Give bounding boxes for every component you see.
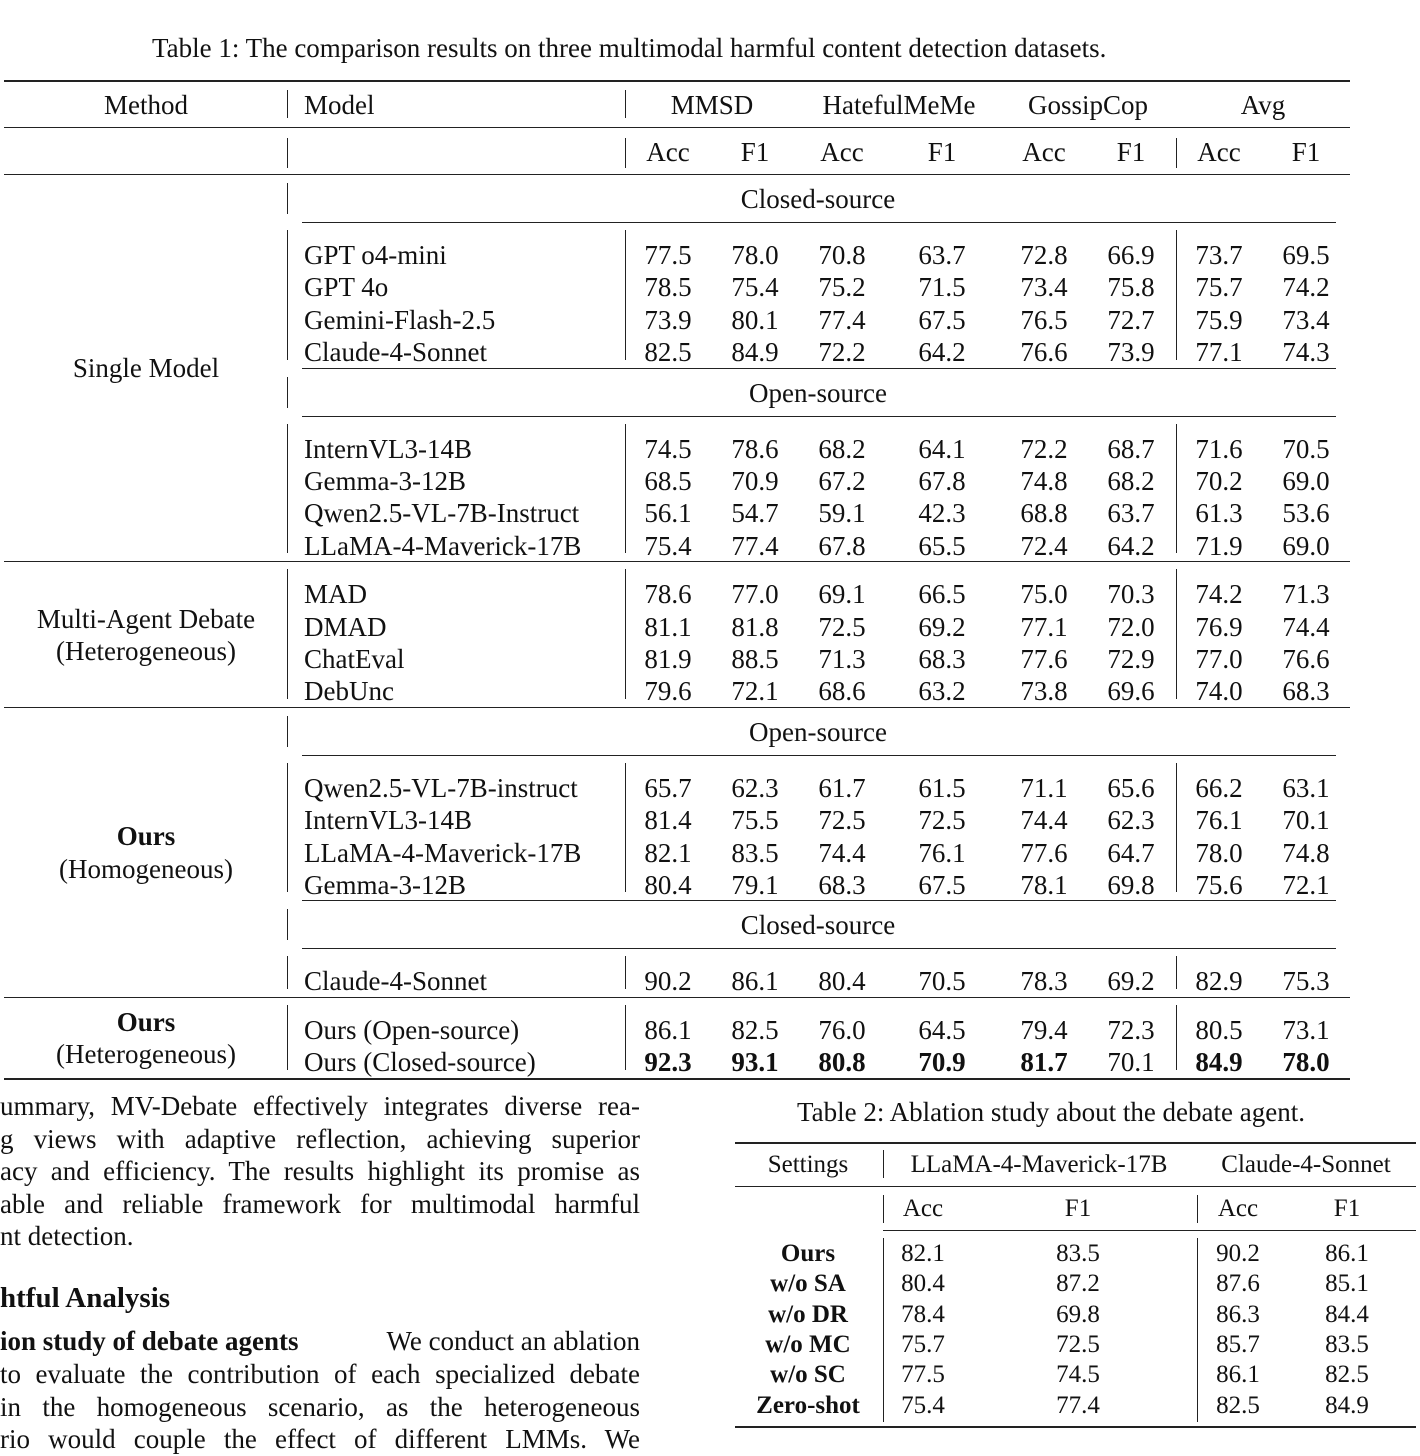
metric-value: 78.0	[731, 240, 779, 270]
metric-value: 75.3	[1282, 966, 1330, 997]
column-separator	[1176, 956, 1177, 988]
metric-value: 74.0	[1195, 676, 1243, 707]
metric-value: 61.5	[918, 772, 966, 803]
metric-value: 73.7	[1195, 240, 1243, 270]
metric-value: 63.7	[1107, 498, 1155, 529]
subgroup-rule	[302, 948, 1336, 949]
metric-value: 68.7	[1107, 433, 1155, 464]
metric-value: 77.6	[1020, 837, 1068, 868]
metric-value: 72.2	[1020, 433, 1068, 464]
method-name: Ours	[116, 1006, 176, 1037]
ablation-value: 82.1	[901, 1240, 945, 1267]
metric-value: 68.5	[644, 466, 692, 496]
model-name: MAD	[304, 579, 368, 610]
metric-value: 74.2	[1282, 272, 1330, 303]
metric-value: 80.1	[731, 304, 779, 335]
metric-value: 75.4	[644, 530, 692, 561]
model-name: Gemma-3-12B	[304, 870, 466, 900]
model-name: Claude-4-Sonnet	[304, 966, 487, 997]
ablation-value: 74.5	[1056, 1361, 1100, 1389]
metric-value: 75.0	[1020, 579, 1068, 610]
metric-value: 79.4	[1020, 1014, 1068, 1045]
metric-value: 74.8	[1020, 466, 1068, 496]
column-separator	[287, 424, 288, 554]
ablation-value: 83.5	[1325, 1330, 1369, 1358]
metric-value: 77.1	[1195, 337, 1243, 368]
metric-value: 72.5	[918, 805, 966, 836]
model-header: Model	[304, 90, 375, 120]
column-separator	[287, 377, 288, 408]
metric-value: 78.0	[1282, 1047, 1330, 1078]
model-name: LLaMA-4-Maverick-17B	[304, 837, 582, 868]
subgroup-label: Closed-source	[740, 910, 896, 941]
metric-value: 74.4	[818, 837, 866, 868]
column-separator	[625, 138, 626, 168]
column-separator	[1176, 424, 1177, 554]
subgroup-label: Closed-source	[740, 184, 896, 214]
metric-value: 74.5	[644, 433, 692, 464]
metric-value: 76.6	[1020, 337, 1068, 368]
metric-value: 72.1	[731, 676, 779, 707]
ablation-value: 84.9	[1325, 1391, 1369, 1419]
metric-value: 66.5	[918, 579, 966, 610]
metric-header: F1	[1116, 137, 1146, 167]
metric-value: 84.9	[1195, 1047, 1243, 1078]
metric-value: 74.4	[1020, 805, 1068, 836]
metric-value: 69.6	[1107, 676, 1155, 707]
metric-value: 70.9	[731, 466, 779, 496]
metric-header: Acc	[1217, 1195, 1259, 1222]
column-separator	[625, 90, 626, 118]
method-name: Ours	[116, 821, 176, 852]
metric-header: Acc	[902, 1195, 944, 1222]
setting-name: w/o DR	[768, 1300, 848, 1328]
metric-value: 78.6	[731, 433, 779, 464]
setting-name: Zero-shot	[756, 1391, 860, 1419]
metric-value: 78.1	[1020, 870, 1068, 900]
ablation-value: 77.5	[901, 1361, 945, 1389]
metric-value: 42.3	[918, 498, 966, 529]
metric-header: F1	[740, 137, 770, 167]
metric-value: 75.7	[1195, 272, 1243, 303]
column-separator	[1176, 138, 1177, 168]
ablation-value: 78.4	[901, 1300, 945, 1328]
metric-value: 56.1	[644, 498, 692, 529]
metric-value: 76.0	[818, 1014, 866, 1045]
group-rule	[4, 997, 1350, 998]
ablation-paragraph-line: rio would couple the effect of different LMMs. We	[0, 1424, 640, 1454]
metric-value: 73.8	[1020, 676, 1068, 707]
subgroup-rule	[302, 755, 1336, 756]
table-1-caption: Table 1: The comparison results on three multimodal harmful content detection datasets.	[152, 33, 1107, 63]
model-name: Gemma-3-12B	[304, 466, 466, 496]
metric-value: 67.5	[918, 304, 966, 335]
method-name: Single Model	[72, 353, 220, 384]
metric-value: 92.3	[644, 1047, 692, 1078]
metric-value: 81.1	[644, 611, 692, 642]
column-separator	[287, 909, 288, 940]
metric-value: 82.5	[731, 1014, 779, 1045]
dataset-header: HatefulMeMe	[822, 90, 976, 120]
metric-value: 72.8	[1020, 240, 1068, 270]
ablation-value: 86.1	[1325, 1240, 1369, 1267]
column-separator	[1176, 569, 1177, 699]
metric-value: 68.8	[1020, 498, 1068, 529]
column-separator	[287, 763, 288, 893]
ablation-value: 72.5	[1056, 1330, 1100, 1358]
column-separator	[1176, 1005, 1177, 1070]
ablation-value: 84.4	[1325, 1300, 1369, 1328]
metric-value: 74.3	[1282, 337, 1330, 368]
ablation-value: 86.1	[1216, 1361, 1260, 1389]
ablation-value: 82.5	[1216, 1391, 1260, 1419]
metric-value: 72.2	[818, 337, 866, 368]
metric-value: 76.9	[1195, 611, 1243, 642]
metric-value: 82.1	[644, 837, 692, 868]
metric-value: 72.1	[1282, 870, 1330, 900]
metric-value: 80.5	[1195, 1014, 1243, 1045]
metric-value: 69.1	[818, 579, 866, 610]
metric-value: 65.6	[1107, 772, 1155, 803]
metric-value: 68.2	[818, 433, 866, 464]
metric-value: 75.9	[1195, 304, 1243, 335]
metric-value: 67.8	[918, 466, 966, 496]
metric-value: 79.6	[644, 676, 692, 707]
subgroup-rule	[302, 222, 1336, 223]
metric-value: 69.8	[1107, 870, 1155, 900]
metric-value: 82.9	[1195, 966, 1243, 997]
ablation-value: 86.3	[1216, 1300, 1260, 1328]
metric-value: 76.6	[1282, 644, 1330, 674]
metric-value: 70.9	[918, 1047, 966, 1078]
metric-value: 70.1	[1282, 805, 1330, 836]
metric-value: 75.5	[731, 805, 779, 836]
subgroup-rule	[302, 368, 1336, 369]
column-separator	[625, 956, 626, 988]
metric-header: Acc	[1022, 137, 1066, 167]
metric-value: 65.7	[644, 772, 692, 803]
metric-value: 69.0	[1282, 530, 1330, 561]
header-rule	[4, 127, 1350, 128]
model-name: Qwen2.5-VL-7B-instruct	[304, 772, 578, 803]
metric-value: 71.3	[818, 644, 866, 674]
metric-header: Acc	[1197, 137, 1241, 167]
metric-value: 79.1	[731, 870, 779, 900]
metric-value: 80.4	[818, 966, 866, 997]
metric-value: 64.2	[1107, 530, 1155, 561]
model-header: LLaMA-4-Maverick-17B	[910, 1151, 1168, 1178]
model-name: LLaMA-4-Maverick-17B	[304, 530, 582, 561]
metric-value: 74.4	[1282, 611, 1330, 642]
metric-value: 70.3	[1107, 579, 1155, 610]
table-1-top-rule	[4, 80, 1350, 82]
metric-value: 81.7	[1020, 1047, 1068, 1078]
metric-value: 86.1	[644, 1014, 692, 1045]
ablation-value: 75.4	[901, 1391, 945, 1419]
metric-value: 62.3	[731, 772, 779, 803]
metric-header: Acc	[820, 137, 864, 167]
metric-value: 80.8	[818, 1047, 866, 1078]
metric-value: 81.8	[731, 611, 779, 642]
method-name: (Heterogeneous)	[56, 636, 236, 666]
table-2-metric-rule	[883, 1230, 1416, 1231]
metric-value: 59.1	[818, 498, 866, 529]
metric-value: 69.2	[918, 611, 966, 642]
metric-value: 70.2	[1195, 466, 1243, 496]
subgroup-rule	[302, 416, 1336, 417]
subgroup-label: Open-source	[749, 716, 887, 747]
metric-value: 75.2	[818, 272, 866, 303]
model-name: Gemini-Flash-2.5	[304, 304, 496, 335]
metric-value: 77.4	[731, 530, 779, 561]
metric-value: 71.5	[918, 272, 966, 303]
model-name: Ours (Open-source)	[304, 1014, 520, 1045]
body-paragraph-line: able and reliable framework for multimodal harmful	[0, 1188, 640, 1219]
metric-value: 72.0	[1107, 611, 1155, 642]
model-name: GPT o4-mini	[304, 240, 447, 270]
ablation-value: 75.7	[901, 1330, 945, 1358]
dataset-header: Avg	[1240, 90, 1286, 120]
metric-value: 72.7	[1107, 304, 1155, 335]
metric-value: 76.1	[918, 837, 966, 868]
metric-value: 93.1	[731, 1047, 779, 1078]
metric-value: 63.7	[918, 240, 966, 270]
column-separator	[883, 1238, 884, 1422]
metric-value: 68.2	[1107, 466, 1155, 496]
ablation-paragraph-line: in the homogeneous scenario, as the heterogeneous	[0, 1391, 640, 1422]
paragraph-heading: ion study of debate agents	[0, 1326, 299, 1356]
metric-value: 66.2	[1195, 772, 1243, 803]
group-rule	[4, 707, 1350, 708]
method-name: (Heterogeneous)	[56, 1039, 236, 1070]
model-name: Ours (Closed-source)	[304, 1047, 536, 1078]
ablation-value: 87.6	[1216, 1270, 1260, 1298]
metric-value: 73.9	[644, 304, 692, 335]
metric-header: F1	[1064, 1195, 1092, 1222]
column-separator	[287, 716, 288, 747]
metric-value: 71.6	[1195, 433, 1243, 464]
metric-value: 72.4	[1020, 530, 1068, 561]
column-separator	[625, 1005, 626, 1070]
table-2-top-rule	[735, 1142, 1416, 1144]
metric-value: 63.2	[918, 676, 966, 707]
method-header: Method	[104, 90, 188, 120]
subgroup-rule	[302, 900, 1336, 901]
metric-value: 78.0	[1195, 837, 1243, 868]
metric-value: 76.5	[1020, 304, 1068, 335]
ablation-value: 80.4	[901, 1270, 945, 1298]
table-2-bottom-rule	[735, 1426, 1416, 1428]
metric-value: 77.0	[1195, 644, 1243, 674]
metric-value: 70.8	[818, 240, 866, 270]
model-name: DMAD	[304, 611, 387, 642]
metric-value: 72.5	[818, 611, 866, 642]
metric-value: 75.4	[731, 272, 779, 303]
metric-value: 73.4	[1282, 304, 1330, 335]
ablation-value: 87.2	[1056, 1270, 1100, 1298]
column-separator	[287, 138, 288, 168]
metric-value: 68.6	[818, 676, 866, 707]
model-name: InternVL3-14B	[304, 433, 472, 464]
metric-value: 81.4	[644, 805, 692, 836]
metric-value: 83.5	[731, 837, 779, 868]
settings-header: Settings	[767, 1151, 849, 1178]
column-separator	[287, 956, 288, 988]
metric-value: 73.4	[1020, 272, 1068, 303]
metric-value: 82.5	[644, 337, 692, 368]
metric-value: 75.6	[1195, 870, 1243, 900]
metric-value: 78.5	[644, 272, 692, 303]
metric-value: 88.5	[731, 644, 779, 674]
metric-value: 63.1	[1282, 772, 1330, 803]
model-header: Claude-4-Sonnet	[1221, 1151, 1391, 1178]
metric-value: 65.5	[918, 530, 966, 561]
metric-value: 64.2	[918, 337, 966, 368]
column-separator	[287, 183, 288, 214]
metric-value: 72.5	[818, 805, 866, 836]
metric-value: 71.1	[1020, 772, 1068, 803]
body-paragraph-line: ummary, MV-Debate effectively integrates diverse rea-	[0, 1091, 640, 1121]
metric-value: 67.8	[818, 530, 866, 561]
ablation-value: 83.5	[1056, 1240, 1100, 1267]
column-separator	[883, 1150, 884, 1178]
ablation-paragraph-line: to evaluate the contribution of each specialized debate	[0, 1359, 640, 1389]
metric-value: 77.5	[644, 240, 692, 270]
column-separator	[625, 763, 626, 893]
metric-value: 78.6	[644, 579, 692, 610]
model-name: Qwen2.5-VL-7B-Instruct	[304, 498, 580, 529]
ablation-value: 85.1	[1325, 1270, 1369, 1298]
section-heading: htful Analysis	[0, 1282, 171, 1314]
metric-value: 74.8	[1282, 837, 1330, 868]
metric-header: Acc	[646, 137, 690, 167]
setting-name: w/o SA	[770, 1270, 846, 1298]
metric-value: 73.9	[1107, 337, 1155, 368]
metric-value: 90.2	[644, 966, 692, 997]
paragraph-text: We conduct an ablation	[386, 1326, 640, 1356]
body-paragraph-line: acy and efficiency. The results highlight its promise as	[0, 1156, 640, 1186]
metric-value: 67.5	[918, 870, 966, 900]
metric-value: 84.9	[731, 337, 779, 368]
metric-value: 77.1	[1020, 611, 1068, 642]
ablation-value: 69.8	[1056, 1300, 1100, 1328]
ablation-value: 77.4	[1056, 1391, 1100, 1419]
column-separator	[883, 1195, 884, 1223]
model-name: InternVL3-14B	[304, 805, 472, 836]
metric-value: 81.9	[644, 644, 692, 674]
model-name: ChatEval	[304, 644, 405, 674]
header-bottom-rule	[4, 174, 1350, 175]
metric-value: 64.1	[918, 433, 966, 464]
metric-header: F1	[1333, 1195, 1361, 1222]
subgroup-label: Open-source	[749, 377, 887, 408]
metric-value: 68.3	[1282, 676, 1330, 707]
metric-value: 76.1	[1195, 805, 1243, 836]
metric-value: 80.4	[644, 870, 692, 900]
metric-value: 73.1	[1282, 1014, 1330, 1045]
method-name: Multi-Agent Debate	[36, 603, 256, 634]
column-separator	[1197, 1238, 1198, 1422]
table-2-caption: Table 2: Ablation study about the debate agent.	[797, 1097, 1305, 1127]
column-separator	[287, 90, 288, 118]
metric-value: 61.3	[1195, 498, 1243, 529]
ablation-value: 90.2	[1216, 1240, 1260, 1267]
table-2-header-rule	[735, 1186, 1416, 1187]
column-separator	[625, 424, 626, 554]
column-separator	[287, 1005, 288, 1070]
model-name: Claude-4-Sonnet	[304, 337, 487, 368]
metric-value: 74.2	[1195, 579, 1243, 610]
dataset-header: GossipCop	[1027, 90, 1149, 120]
setting-name: Ours	[780, 1240, 836, 1267]
metric-value: 69.2	[1107, 966, 1155, 997]
metric-value: 70.5	[918, 966, 966, 997]
metric-value: 77.6	[1020, 644, 1068, 674]
column-separator	[625, 230, 626, 360]
metric-value: 62.3	[1107, 805, 1155, 836]
metric-value: 68.3	[918, 644, 966, 674]
table-1-bottom-rule	[4, 1078, 1350, 1080]
metric-value: 71.9	[1195, 530, 1243, 561]
model-name: GPT 4o	[304, 272, 389, 303]
metric-value: 69.0	[1282, 466, 1330, 496]
column-separator	[1176, 763, 1177, 893]
body-paragraph-line: g views with adaptive reflection, achieving superior	[0, 1123, 640, 1154]
ablation-paragraph-line	[0, 1328, 640, 1355]
metric-value: 67.2	[818, 466, 866, 496]
metric-value: 77.4	[818, 304, 866, 335]
column-separator	[625, 569, 626, 699]
dataset-header: MMSD	[670, 90, 754, 120]
metric-value: 66.9	[1107, 240, 1155, 270]
metric-value: 64.5	[918, 1014, 966, 1045]
ablation-value: 82.5	[1325, 1361, 1369, 1389]
metric-value: 75.8	[1107, 272, 1155, 303]
metric-value: 64.7	[1107, 837, 1155, 868]
setting-name: w/o SC	[770, 1361, 846, 1389]
metric-value: 70.1	[1107, 1047, 1155, 1078]
setting-name: w/o MC	[765, 1330, 851, 1358]
metric-value: 72.3	[1107, 1014, 1155, 1045]
metric-value: 72.9	[1107, 644, 1155, 674]
ablation-value: 85.7	[1216, 1330, 1260, 1358]
metric-header: F1	[927, 137, 957, 167]
metric-value: 61.7	[818, 772, 866, 803]
metric-value: 71.3	[1282, 579, 1330, 610]
column-separator	[1176, 230, 1177, 360]
metric-header: F1	[1291, 137, 1321, 167]
metric-value: 53.6	[1282, 498, 1330, 529]
model-name: DebUnc	[304, 676, 394, 707]
body-paragraph-line: nt detection.	[0, 1221, 134, 1251]
metric-value: 54.7	[731, 498, 779, 529]
metric-value: 78.3	[1020, 966, 1068, 997]
metric-value: 69.5	[1282, 240, 1330, 270]
column-separator	[287, 569, 288, 699]
metric-value: 86.1	[731, 966, 779, 997]
column-separator	[287, 230, 288, 360]
metric-value: 77.0	[731, 579, 779, 610]
group-rule	[4, 561, 1350, 562]
metric-value: 70.5	[1282, 433, 1330, 464]
column-separator	[1197, 1195, 1198, 1223]
method-name: (Homogeneous)	[59, 853, 233, 884]
metric-value: 68.3	[818, 870, 866, 900]
